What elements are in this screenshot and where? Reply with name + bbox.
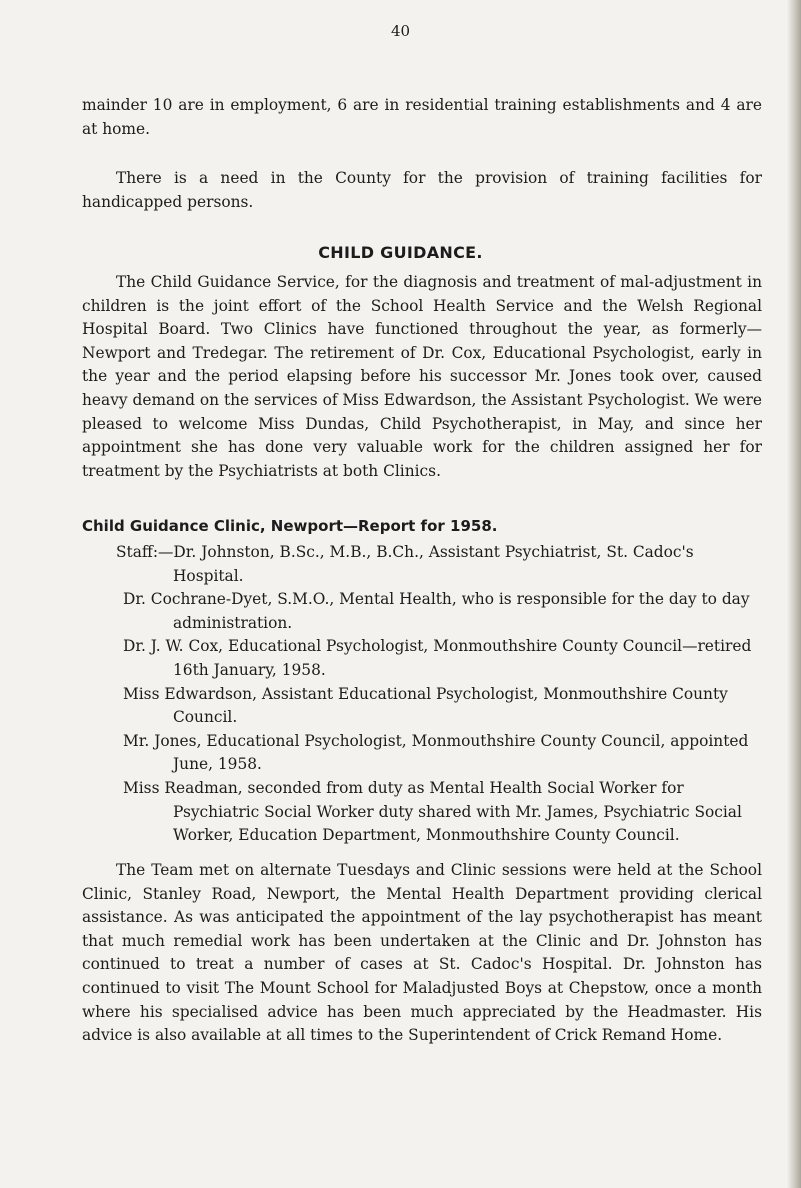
section-heading: CHILD GUIDANCE. bbox=[318, 243, 483, 262]
paragraph-text: The Child Guidance Service, for the diagnosis and treatment of mal-adjustment in children is the joint effort of the School Health Service and the Welsh Regional Hospital Board. Two Clinics have functioned throughout the year, as formerly—Newport and Tredegar. The retirement of Dr. Cox, Educational Psychologist, early in the year and the period elapsing before his successor Mr. Jones took over, caused heavy demand on the services of Miss Edwardson, the Assistant Psychologist. We were pleased to welcome Miss Dundas, Child Psychotherapist, in May, and since her appointment she has done very valuable work for the children assigned her for treatment by the Psychiatrists at both Clinics. bbox=[82, 273, 762, 480]
paragraph-text: There is a need in the County for the provision of training facilities for handicapped persons. bbox=[82, 169, 762, 211]
staff-list bbox=[0, 541, 801, 848]
paragraph-text: The Team met on alternate Tuesdays and Clinic sessions were held at the School Clinic, Stanley Road, Newport, the Mental Health Department providing clerical assistance. As was anticipated the appointment of the lay psychotherapist has meant that much remedial work has been undertaken at the Clinic and Dr. Johnston has continued to treat a number of cases at St. Cadoc's Hospital. Dr. Johnston has continued to visit The Mount School for Maladjusted Boys at Chepstow, once a month where his specialised advice has been much appreciated by the Headmaster. His advice is also available at all times to the Superintendent of Crick Remand Home. bbox=[82, 861, 762, 1045]
staff-entry: Staff:—Dr. Johnston, B.Sc., M.B., B.Ch., Assistant Psychiatrist, St. Cadoc's Hospital. bbox=[116, 543, 694, 585]
paragraph-child-guidance bbox=[82, 271, 762, 483]
page-number: 40 bbox=[390, 22, 411, 40]
staff-entry: Dr. Cochrane-Dyet, S.M.O., Mental Health, who is responsible for the day to day administration. bbox=[123, 590, 750, 632]
report-heading: Child Guidance Clinic, Newport—Report for 1958. bbox=[82, 517, 498, 535]
staff-entry: Miss Readman, seconded from duty as Mental Health Social Worker for Psychiatric Social Worker duty shared with Mr. James, Psychiatric Social Worker, Education Department, Monmouthshire County Council. bbox=[123, 778, 742, 845]
staff-entry: Dr. J. W. Cox, Educational Psychologist, Monmouthshire County Council—retired 16th January, 1958. bbox=[123, 637, 752, 679]
staff-entry: Miss Edwardson, Assistant Educational Psychologist, Monmouthshire County Council. bbox=[123, 684, 728, 727]
paragraph-continuation bbox=[82, 94, 762, 141]
paragraph-training-facilities bbox=[82, 167, 762, 214]
paragraph-team-sessions bbox=[82, 859, 762, 1048]
paragraph-text: mainder 10 are in employment, 6 are in residential training establishments and 4 are at home. bbox=[82, 96, 762, 138]
staff-entry: Mr. Jones, Educational Psychologist, Monmouthshire County Council, appointed June, 1958. bbox=[123, 731, 749, 774]
